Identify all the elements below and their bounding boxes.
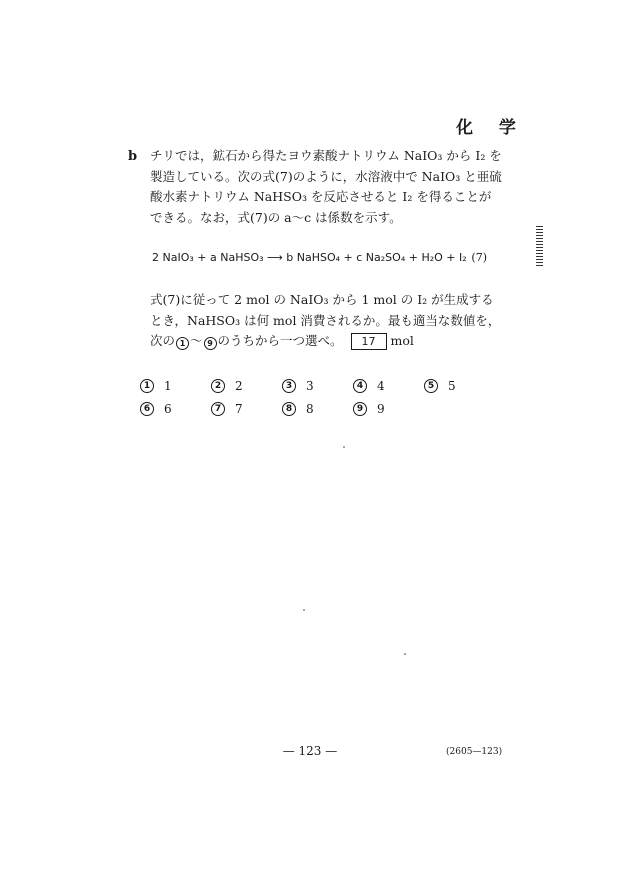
circled-number-icon: 4 <box>353 379 367 393</box>
page-number: — 123 — <box>282 744 338 758</box>
answer-choices <box>140 375 500 421</box>
choice-item[interactable] <box>140 379 211 393</box>
answer-unit: mol <box>390 333 414 348</box>
circled-number-icon: 9 <box>204 337 217 350</box>
circled-number-icon: 8 <box>282 402 296 416</box>
choice-row <box>140 398 500 419</box>
prompt-main: 式(7)に従って 2 mol の NaIO₃ から 1 mol の I₂ が生成するとき，NaHSO₃ は何 mol 消費されるか。最も適当な数値を，次の <box>150 292 501 348</box>
scan-speck <box>343 446 345 448</box>
circled-number-icon: 6 <box>140 402 154 416</box>
choice-item[interactable] <box>211 402 282 416</box>
scan-speck <box>404 653 406 655</box>
choice-value: 6 <box>164 401 172 416</box>
choice-item[interactable] <box>424 379 495 393</box>
circled-number-icon: 1 <box>176 337 189 350</box>
equation-text: 2 NaIO₃ + a NaHSO₃ ⟶ b NaHSO₄ + c Na₂SO₄ + H₂O + I₂ <box>152 251 467 264</box>
choice-value: 3 <box>306 378 314 393</box>
margin-barcode <box>536 226 543 268</box>
equation-label: (7) <box>471 251 487 264</box>
range-separator: 〜 <box>190 333 203 348</box>
choice-value: 9 <box>377 401 385 416</box>
prompt-tail: のうちから一つ選べ。 <box>217 333 343 348</box>
choice-item[interactable] <box>211 379 282 393</box>
choice-item[interactable] <box>282 379 353 393</box>
choice-value: 1 <box>164 378 172 393</box>
circled-number-icon: 5 <box>424 379 438 393</box>
circled-number-icon: 7 <box>211 402 225 416</box>
choice-item[interactable] <box>353 402 424 416</box>
answer-box[interactable]: 17 <box>351 333 387 350</box>
circled-number-icon: 9 <box>353 402 367 416</box>
circled-number-icon: 1 <box>140 379 154 393</box>
circled-number-icon: 3 <box>282 379 296 393</box>
choice-row <box>140 375 500 396</box>
question-intro: チリでは，鉱石から得たヨウ素酸ナトリウム NaIO₃ から I₂ を製造している。次の式(7)のように，水溶液中で NaIO₃ と亜硫酸水素ナトリウム NaHSO₃ を反応させると I₂ を得ることができる。なお，式(7)の a〜c は係数を示す。 <box>150 148 502 225</box>
choice-value: 2 <box>235 378 243 393</box>
choice-value: 7 <box>235 401 243 416</box>
choice-value: 8 <box>306 401 314 416</box>
scan-speck <box>303 609 305 611</box>
chemical-equation <box>152 251 487 264</box>
choice-item[interactable] <box>140 402 211 416</box>
subject-heading: 化 学 <box>456 118 526 138</box>
page-code: (2605—123) <box>446 747 503 757</box>
question-label: b <box>128 149 138 164</box>
question-prompt <box>150 290 502 352</box>
circled-number-icon: 2 <box>211 379 225 393</box>
choice-item[interactable] <box>353 379 424 393</box>
choice-value: 5 <box>448 378 456 393</box>
choice-value: 4 <box>377 378 385 393</box>
choice-item[interactable] <box>282 402 353 416</box>
